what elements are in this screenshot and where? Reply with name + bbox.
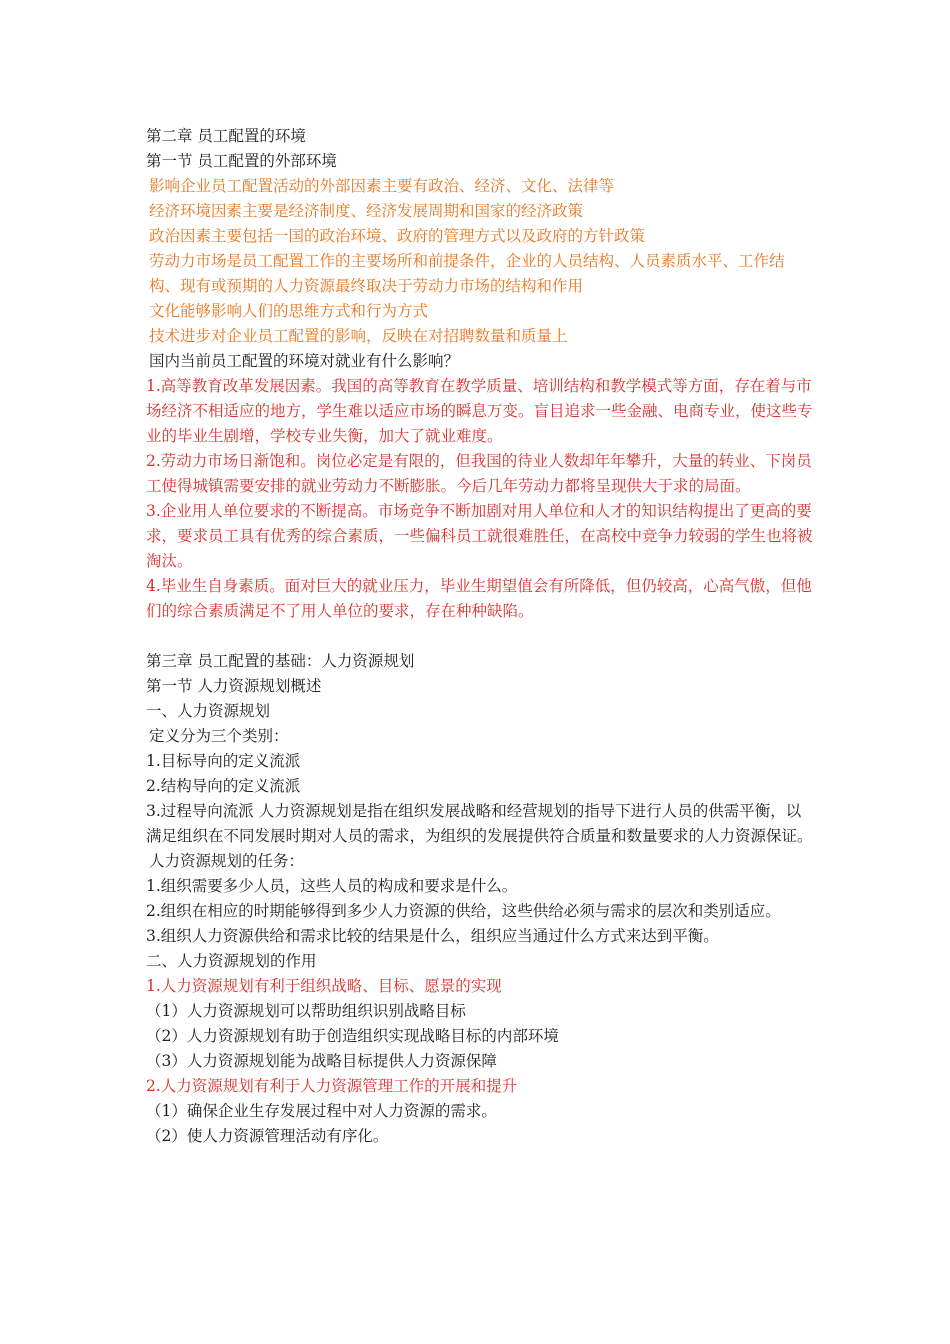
employment-impact-paragraph: 2.劳动力市场日渐饱和。岗位必定是有限的，但我国的待业人数却年年攀升，大量的转业、下岗员工使得城镇需要安排的就业劳动力不断膨胀。今后几年劳动力都将呈现供大于求的局面。 xyxy=(146,452,812,495)
blank-line xyxy=(146,624,814,649)
employment-impact-paragraph: 1.高等教育改革发展因素。我国的高等教育在教学质量、培训结构和教学模式等方面，存在着与市场经济不相适应的地方，学生难以适应市场的瞬息万变。盲目追求一些金融、电商专业，使这些专业的毕业生剧增，学校专业失衡，加大了就业难度。 xyxy=(146,377,813,445)
definition-intro: 定义分为三个类别： xyxy=(149,727,289,745)
role-subitem: （3）人力资源规划能为战略目标提供人力资源保障 xyxy=(146,1052,497,1070)
employment-impact-paragraph: 3.企业用人单位要求的不断提高。市场竞争不断加剧对用人单位和人才的知识结构提出了更高的要求，要求员工具有优秀的综合素质，一些偏科员工就很难胜任，在高校中竞争力较弱的学生也将被淘汰。 xyxy=(146,502,813,570)
role-subitem: （1）人力资源规划可以帮助组织识别战略目标 xyxy=(146,1002,466,1020)
external-factor-line: 技术进步对企业员工配置的影响，反映在对招聘数量和质量上 xyxy=(149,327,568,345)
tasks-intro: 人力资源规划的任务： xyxy=(149,852,305,870)
chapter2-title: 第二章 员工配置的环境 xyxy=(146,127,306,145)
employment-impact-paragraph: 4.毕业生自身素质。面对巨大的就业压力，毕业生期望值会有所降低，但仍较高，心高气傲，但他们的综合素质满足不了用人单位的要求，存在种种缺陷。 xyxy=(146,577,812,620)
task-item: 1.组织需要多少人员，这些人员的构成和要求是什么。 xyxy=(146,877,518,895)
external-factor-line: 影响企业员工配置活动的外部因素主要有政治、经济、文化、法律等 xyxy=(149,177,615,195)
role-subitem: （2）人力资源规划有助于创造组织实现战略目标的内部环境 xyxy=(146,1027,559,1045)
external-factor-line: 文化能够影响人们的思维方式和行为方式 xyxy=(149,302,429,320)
role-item-1: 1.人力资源规划有利于组织战略、目标、愿景的实现 xyxy=(146,977,502,995)
chapter3-title: 第三章 员工配置的基础：人力资源规划 xyxy=(146,652,415,670)
document-body xyxy=(146,124,814,1149)
external-factor-line: 经济环境因素主要是经济制度、经济发展周期和国家的经济政策 xyxy=(149,202,584,220)
chapter2-section1-title: 第一节 员工配置的外部环境 xyxy=(146,152,337,170)
role-heading: 二、人力资源规划的作用 xyxy=(146,952,317,970)
definition-item: 3.过程导向流派 人力资源规划是指在组织发展战略和经营规划的指导下进行人员的供需平衡，以满足组织在不同发展时期对人员的需求，为组织的发展提供符合质量和数量要求的人力资源保证。 xyxy=(146,802,813,845)
task-item: 2.组织在相应的时期能够得到多少人力资源的供给，这些供给必须与需求的层次和类别适应。 xyxy=(146,902,781,920)
chapter3-section1-title: 第一节 人力资源规划概述 xyxy=(146,677,322,695)
task-item: 3.组织人力资源供给和需求比较的结果是什么，组织应当通过什么方式来达到平衡。 xyxy=(146,927,719,945)
role-subitem: （1）确保企业生存发展过程中对人力资源的需求。 xyxy=(146,1102,497,1120)
external-factor-line: 政治因素主要包括一国的政治环境、政府的管理方式以及政府的方针政策 xyxy=(149,227,646,245)
external-factor-line: 劳动力市场是员工配置工作的主要场所和前提条件，企业的人员结构、人员素质水平、工作结构、现有或预期的人力资源最终取决于劳动力市场的结构和作用 xyxy=(149,252,785,295)
role-subitem: （2）使人力资源管理活动有序化。 xyxy=(146,1127,389,1145)
employment-question: 国内当前员工配置的环境对就业有什么影响？ xyxy=(149,352,460,370)
definition-item: 1.目标导向的定义流派 xyxy=(146,752,301,770)
hr-planning-heading: 一、人力资源规划 xyxy=(146,702,271,720)
definition-item: 2.结构导向的定义流派 xyxy=(146,777,301,795)
role-item-2: 2.人力资源规划有利于人力资源管理工作的开展和提升 xyxy=(146,1077,518,1095)
